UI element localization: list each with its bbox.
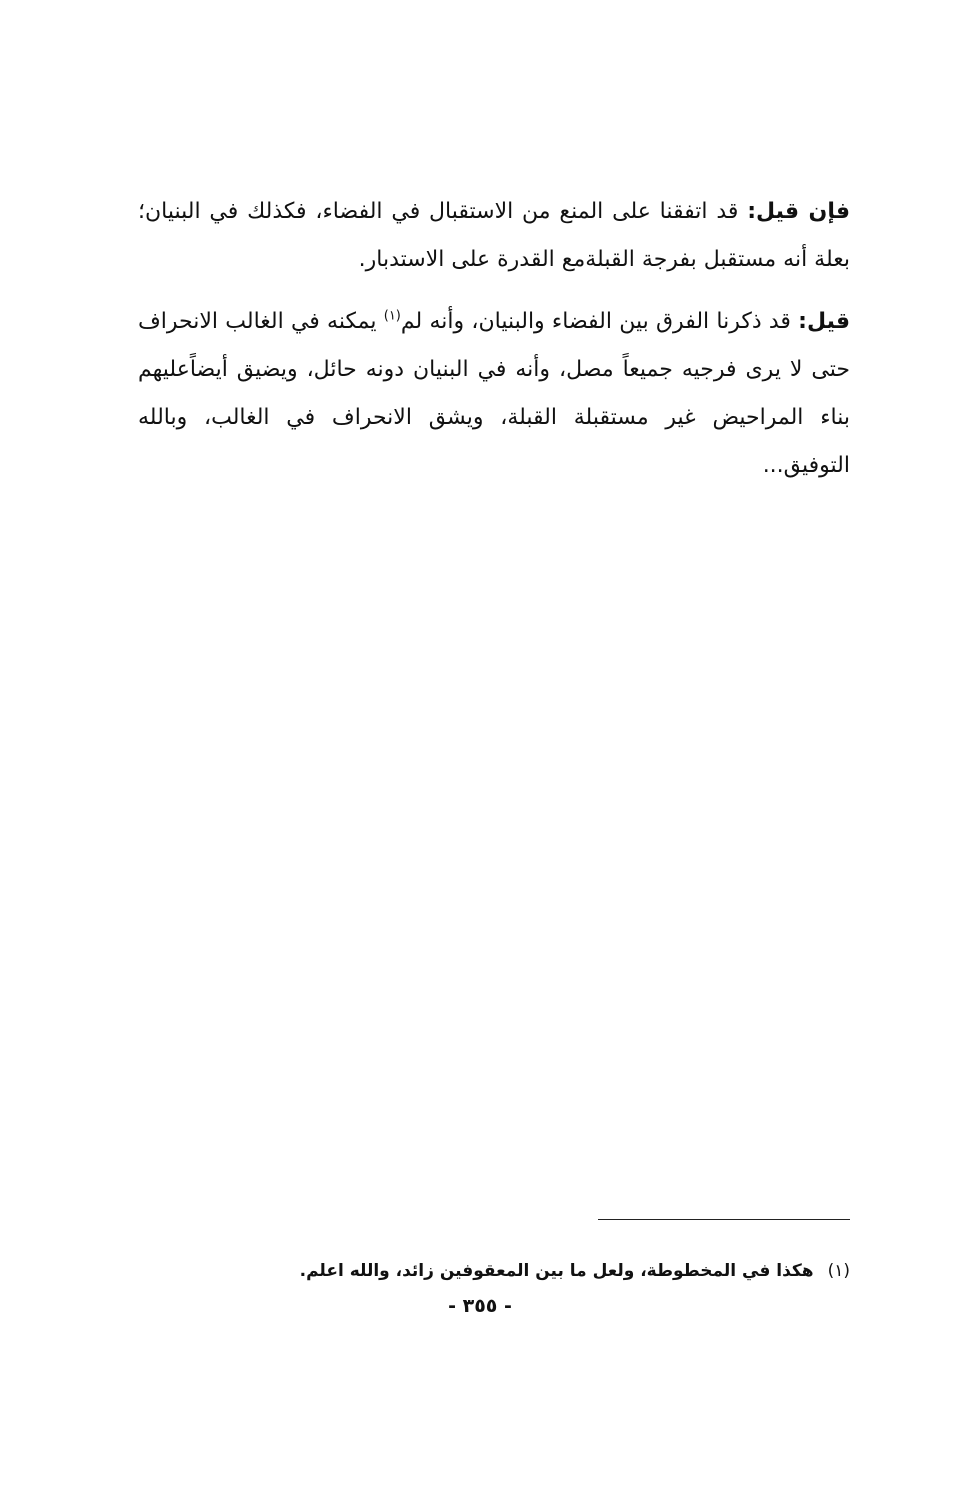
main-text <box>138 188 850 490</box>
footnote-number: (١) <box>827 1261 850 1281</box>
paragraph-text: قد اتفقنا على المنع من الاستقبال في الفضاء، فكذلك في البنيان؛ بعلة أنه مستقبل بفرجة القبلةمع القدرة على الاستدبار. <box>138 199 850 272</box>
footnote-marker[interactable]: (١) <box>383 308 401 324</box>
paragraph-lead: قيل: <box>798 309 850 334</box>
paragraph-lead: فإن قيل: <box>747 199 850 224</box>
paragraph-text: يمكنه في الغالب الانحراف حتى لا يرى فرجيه جميعاً مصل، وأنه في البنيان دونه حائل، ويضيق أيضاًعليهم بناء المراحيض غير مستقبلة القبلة، ويشق الانحراف في الغالب، وبالله التوفيق... <box>138 309 850 478</box>
footnote <box>150 1257 850 1285</box>
paragraph-reply <box>138 298 850 490</box>
paragraph-text: قد ذكرنا الفرق بين الفضاء والبنيان، وأنه لم <box>400 309 799 334</box>
page-number: - ٣٥٥ - <box>448 1295 512 1317</box>
paragraph-objection <box>138 188 850 284</box>
footnote-divider <box>598 1219 850 1220</box>
footnote-text: هكذا في المخطوطة، ولعل ما بين المعقوفين زائد، والله اعلم. <box>299 1261 814 1281</box>
